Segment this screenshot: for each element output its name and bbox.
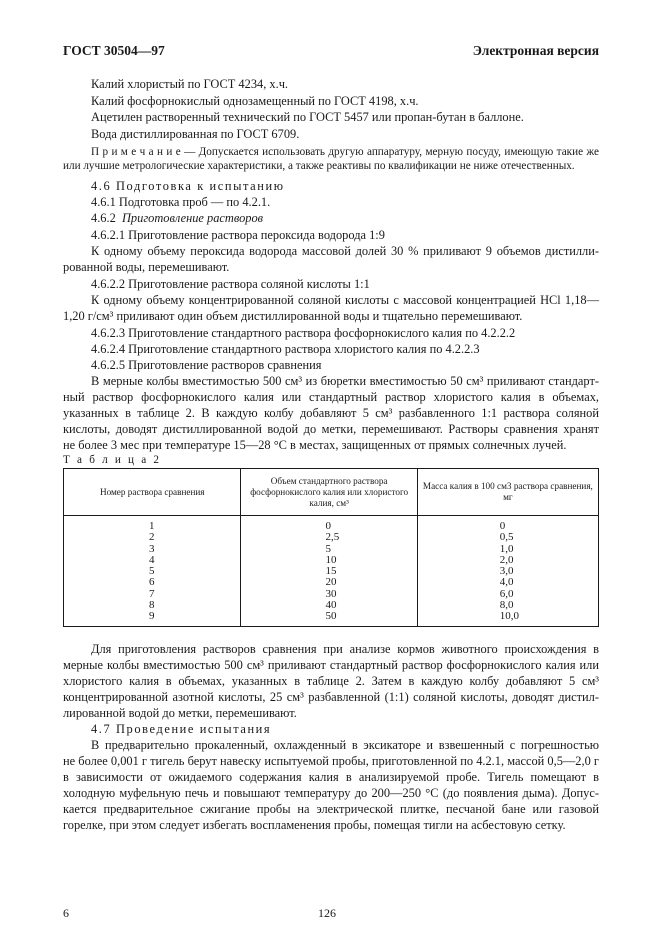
table-cell: 10 [241, 555, 417, 566]
paragraph-line: мерные колбы вместимостью 500 см³ приливают стандартный раствор фосфорнокислого калия или [63, 658, 599, 672]
table-cell: 2,5 [241, 532, 417, 543]
paragraph-line: рованной воды, перемешивают. [63, 260, 230, 274]
paragraph-line: не более 3 мес при температуре 15—28 °С в местах, защищенных от прямых солнечных лучей. [63, 438, 567, 452]
edition-label: Электронная версия [472, 43, 599, 58]
paragraph-line: К одному объему концентрированной соляной кислоты с массовой концентрацией HCl 1,18— [91, 293, 599, 307]
subsection-line: 4.6.2.1 Приготовление раствора пероксида водорода 1:9 [91, 228, 385, 242]
paragraph-line: концентрированной азотной кислоты, 25 см³ разбавленной (1:1) соляной кислоты, доводят дистил- [63, 690, 599, 704]
subsection-line: 4.6.2.3 Приготовление стандартного раствора фосфорнокислого калия по 4.2.2.2 [91, 326, 516, 340]
section-heading: 4.7 Проведение испытания [91, 722, 272, 736]
table-cell: 30 [241, 589, 417, 600]
table-header: Объем стандартного раствора фосфорнокислого калия или хлористого калия, см³ [241, 469, 417, 516]
table-cell: 3,0 [417, 566, 598, 577]
table-cell: 10,0 [417, 611, 598, 626]
table-cell: 6 [64, 577, 241, 588]
table-cell: 40 [241, 600, 417, 611]
table-cell: 5 [64, 566, 241, 577]
table-cell: 20 [241, 577, 417, 588]
table-row [64, 516, 599, 533]
section-heading: 4.6 Подготовка к испытанию [91, 179, 285, 193]
paragraph-line: кислоты, доводят дистиллированной водой до метки, перемешивают. Растворы сравнения хранят [63, 422, 599, 436]
subsection-title: Приготовление растворов [121, 211, 264, 225]
table-caption: Т а б л и ц а 2 [63, 454, 162, 466]
reference-solutions-table [63, 468, 599, 627]
subsection-line: 4.6.2.4 Приготовление стандартного раствора хлористого калия по 4.2.2.3 [91, 342, 480, 356]
table-cell: 4,0 [417, 577, 598, 588]
reagent-line: Ацетилен растворенный технический по ГОСТ 5457 или пропан-бутан в баллоне. [91, 110, 524, 124]
reagent-line: Калий хлористый по ГОСТ 4234, х.ч. [91, 77, 289, 91]
table-cell: 1 [64, 516, 241, 533]
paragraph-line: В мерные колбы вместимостью 500 см³ из бюретки вместимостью 50 см³ приливают стандарт- [91, 374, 599, 388]
table-cell: 2 [64, 532, 241, 543]
paragraph-line: горелке, при этом следует избегать воспламенения пробы, помещая тигли на асбестовую сетку. [63, 818, 566, 832]
table-cell: 1,0 [417, 544, 598, 555]
paragraph-line: 1,20 г/см³ приливают один объем дистиллированной воды и тщательно перемешивают. [63, 309, 523, 323]
table-cell: 8 [64, 600, 241, 611]
table-cell: 8,0 [417, 600, 598, 611]
table-row [64, 532, 599, 543]
paragraph-line: В предварительно прокаленный, охлажденный в эксикаторе и взвешенный с погрешностью [91, 738, 599, 752]
table-cell: 2,0 [417, 555, 598, 566]
table-cell: 7 [64, 589, 241, 600]
note-line: или лучшие метрологические характеристики, а также реактивы по квалификации не ниже отечественных. [63, 160, 575, 172]
document-code: ГОСТ 30504—97 [63, 43, 165, 58]
paragraph-line: К одному объему пероксида водорода массовой долей 30 % приливают 9 объемов дистилли- [91, 244, 599, 258]
paragraph-line: в зависимости от ожидаемого содержания калия в анализируемой пробе. Тигель помещают в [63, 770, 599, 784]
table-cell: 5 [241, 544, 417, 555]
reagent-line: Вода дистиллированная по ГОСТ 6709. [91, 127, 300, 141]
reagent-line: Калий фосфорнокислый однозамещенный по ГОСТ 4198, х.ч. [91, 94, 419, 108]
page-number-left: 6 [63, 906, 69, 920]
subsection-line: 4.6.2.2 Приготовление раствора соляной кислоты 1:1 [91, 277, 370, 291]
paragraph-line: ный раствор фосфорнокислого калия или стандартный раствор хлористого калия в объемах, [63, 390, 599, 404]
paragraph-line: лированной водой до метки, перемешивают. [63, 706, 297, 720]
subsection-heading [91, 211, 263, 225]
table-header: Масса калия в 100 см3 раствора сравнения, мг [417, 469, 598, 516]
paragraph-line: указанных в таблице 2. В каждую колбу добавляют 5 см³ разбавленного 1:1 раствора соляной [63, 406, 599, 420]
table-cell: 50 [241, 611, 417, 626]
table-row [64, 611, 599, 626]
table-cell: 0 [417, 516, 598, 533]
table-cell: 0 [241, 516, 417, 533]
table-cell: 15 [241, 566, 417, 577]
table-header-row [64, 469, 599, 516]
table-cell: 4 [64, 555, 241, 566]
table-cell: 6,0 [417, 589, 598, 600]
paragraph-line: Для приготовления растворов сравнения при анализе кормов животного происхождения в [91, 642, 599, 656]
subsection-line: 4.6.1 Подготовка проб — по 4.2.1. [91, 195, 271, 209]
paragraph-line: хлористого калия в объемах, указанных в таблице 2. Затем в каждую колбу добавляют 5 см³ [63, 674, 599, 688]
paragraph-line: не более 0,001 г тигель берут навеску испытуемой пробы, приготовленной по 4.2.1, массой 0,5—2,0 г [63, 754, 599, 768]
table-cell: 9 [64, 611, 241, 626]
subsection-line: 4.6.2.5 Приготовление растворов сравнения [91, 358, 322, 372]
table-header: Номер раствора сравнения [64, 469, 241, 516]
paragraph-line: кается предварительное сжигание пробы на электрической плитке, песчаной бане или газовой [63, 802, 599, 816]
table-cell: 0,5 [417, 532, 598, 543]
note-line: П р и м е ч а н и е — Допускается использовать другую аппаратуру, мерную посуду, имеющую такие же [91, 146, 599, 158]
paragraph-line: холодную муфельную печь и повышают температуру до 200—250 °С (до появления дыма). Допус- [63, 786, 599, 800]
table-cell: 3 [64, 544, 241, 555]
page-number-center: 126 [318, 906, 336, 920]
subsection-number: 4.6.2 [91, 211, 116, 225]
